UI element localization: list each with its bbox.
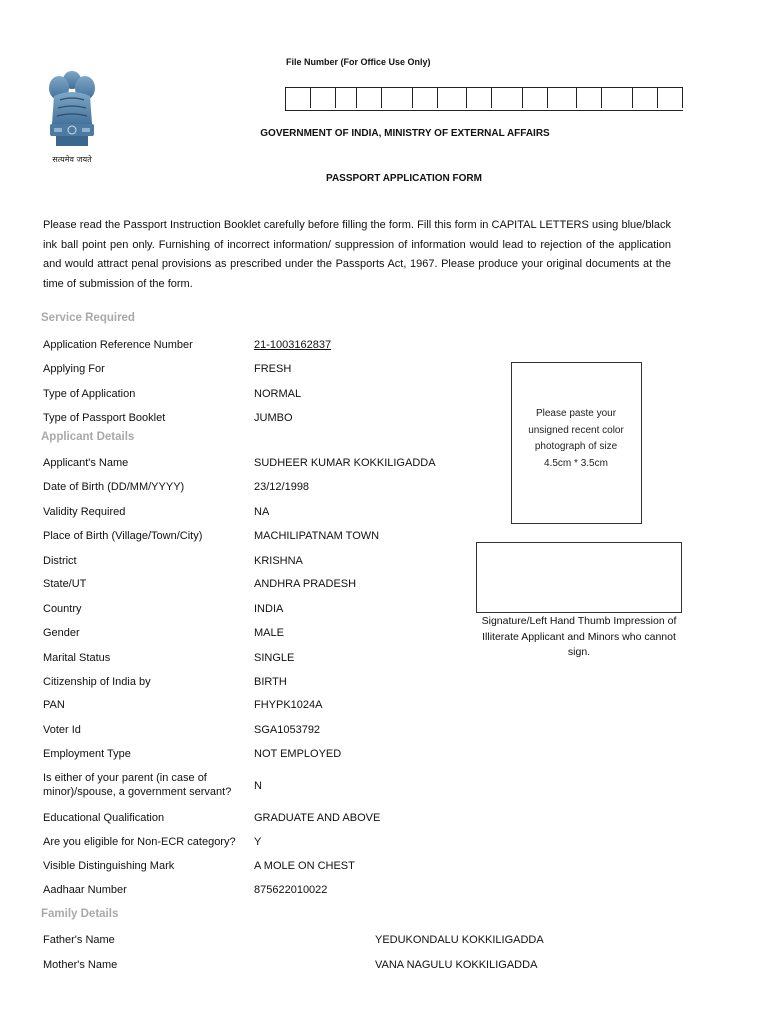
national-emblem (40, 66, 104, 172)
field-label: Employment Type (43, 748, 131, 760)
field-value: Y (254, 836, 262, 848)
field-value: 875622010022 (254, 884, 328, 896)
field-label: Father's Name (43, 934, 115, 946)
section-family-details: Family Details (41, 908, 119, 920)
file-number-box[interactable] (467, 88, 492, 108)
file-number-box[interactable] (523, 88, 548, 108)
field-value: SUDHEER KUMAR KOKKILIGADDA (254, 457, 436, 469)
field-label: Applying For (43, 363, 105, 375)
field-value: MALE (254, 627, 284, 639)
field-label: Voter Id (43, 724, 81, 736)
field-label: Marital Status (43, 652, 111, 664)
field-label: District (43, 555, 77, 567)
ministry-heading: GOVERNMENT OF INDIA, MINISTRY OF EXTERNAL AFFAIRS (260, 128, 550, 139)
field-value: GRADUATE AND ABOVE (254, 812, 381, 824)
field-label: Type of Passport Booklet (43, 412, 166, 424)
field-value: BIRTH (254, 676, 287, 688)
field-label: State/UT (43, 578, 87, 590)
photo-instruction: Please paste your unsigned recent color photograph of size 4.5cm * 3.5cm (528, 408, 624, 469)
file-number-box[interactable] (336, 88, 357, 108)
application-reference-number: 21-1003162837 (254, 339, 332, 351)
field-label: Country (43, 603, 82, 615)
file-number-box[interactable] (357, 88, 382, 108)
field-value: KRISHNA (254, 555, 303, 567)
field-label: Validity Required (43, 506, 126, 518)
field-value: FHYPK1024A (254, 699, 323, 711)
field-label: Type of Application (43, 388, 136, 400)
field-value: VANA NAGULU KOKKILIGADDA (375, 959, 538, 971)
signature-box (476, 542, 682, 613)
form-title: PASSPORT APPLICATION FORM (326, 173, 482, 184)
field-label: Is either of your parent (in case of minor)/spouse, a government servant? (43, 772, 232, 798)
field-value: YEDUKONDALU KOKKILIGADDA (375, 934, 544, 946)
field-value: SGA1053792 (254, 724, 321, 736)
field-label: Place of Birth (Village/Town/City) (43, 530, 203, 542)
section-applicant-details: Applicant Details (41, 431, 135, 443)
field-label: Visible Distinguishing Mark (43, 860, 175, 872)
field-value: NORMAL (254, 388, 302, 400)
file-number-box[interactable] (548, 88, 577, 108)
instructions-paragraph: Please read the Passport Instruction Booklet carefully before filling the form. Fill this form in CAPITAL LETTERS using blue/black ink ball point pen only. Furnishing of incorrect information/ suppression of information would lead to rejection of the application and would attract penal provisions as prescribed under the Passports Act, 1967. Please produce your original documents at the time of submission of the form. (43, 219, 671, 290)
file-number-box[interactable] (413, 88, 438, 108)
field-value: SINGLE (254, 652, 295, 664)
emblem-motto: सत्यमेव जयते (52, 155, 92, 164)
field-label: Applicant's Name (43, 457, 129, 469)
section-service-required: Service Required (41, 312, 135, 324)
file-number-box[interactable] (658, 88, 683, 108)
field-value: ANDHRA PRADESH (254, 578, 357, 590)
field-label: Aadhaar Number (43, 884, 127, 896)
field-label: Date of Birth (DD/MM/YYYY) (43, 481, 185, 493)
field-value: MACHILIPATNAM TOWN (254, 530, 380, 542)
file-number-label: File Number (For Office Use Only) (286, 57, 431, 67)
file-number-box[interactable] (602, 88, 633, 108)
field-label: Educational Qualification (43, 812, 165, 824)
field-value: 23/12/1998 (254, 481, 310, 493)
file-number-box[interactable] (438, 88, 467, 108)
file-number-box[interactable] (286, 88, 311, 108)
field-label: PAN (43, 699, 65, 711)
field-value: NA (254, 506, 270, 518)
file-number-box[interactable] (577, 88, 602, 108)
field-label: Citizenship of India by (43, 676, 151, 688)
field-value: A MOLE ON CHEST (254, 860, 355, 872)
file-number-box[interactable] (492, 88, 523, 108)
file-number-boxes[interactable] (285, 87, 683, 111)
field-label: Are you eligible for Non-ECR category? (43, 836, 236, 848)
field-value: INDIA (254, 603, 284, 615)
file-number-box[interactable] (382, 88, 413, 108)
field-value: FRESH (254, 363, 292, 375)
file-number-box[interactable] (633, 88, 658, 108)
field-label: Gender (43, 627, 80, 639)
signature-caption: Signature/Left Hand Thumb Impression of Illiterate Applicant and Minors who cannot sign. (481, 615, 677, 658)
field-value: N (254, 780, 262, 792)
file-number-box[interactable] (311, 88, 336, 108)
field-label: Application Reference Number (43, 339, 193, 351)
field-label: Mother's Name (43, 959, 118, 971)
field-value: NOT EMPLOYED (254, 748, 342, 760)
field-value: JUMBO (254, 412, 293, 424)
